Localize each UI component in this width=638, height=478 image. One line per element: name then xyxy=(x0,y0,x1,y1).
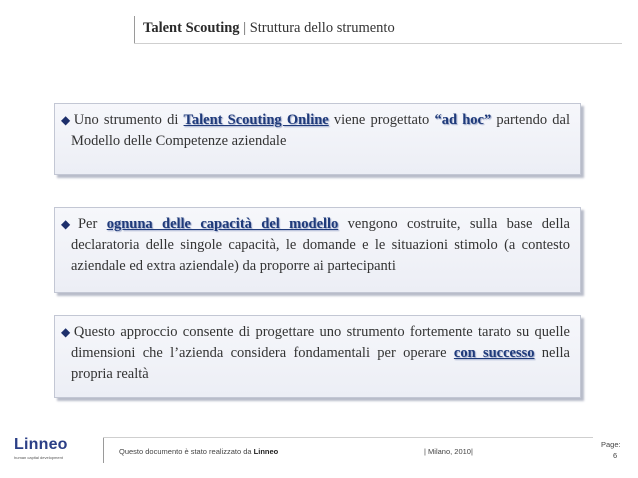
diamond-bullet-icon: ◆ xyxy=(61,217,76,231)
content-box-1 xyxy=(54,103,581,175)
box1-text-2: viene progettato xyxy=(328,112,435,128)
box3-text-1: Questo approccio consente di progettare uno strumento fortemente tarato su quelle dimensioni che l’azienda considera fondamentali per operare xyxy=(71,324,570,361)
box2-text-2: vengono costruite, sulla base della declaratoria delle singole capacità, le domande e le situazioni stimolo (a contesto aziendale ed extra aziendale) da proporre ai partecipanti xyxy=(71,216,570,274)
page-title xyxy=(143,20,395,37)
title-separator: | xyxy=(243,20,247,36)
box2-text-1: Per xyxy=(77,216,107,232)
footer-divider-vertical xyxy=(103,437,104,463)
box1-text-3: partendo dal Modello delle Competenze aziendale xyxy=(71,112,570,149)
box1-text-1: Uno strumento di xyxy=(73,112,184,128)
box1-highlight-talent-scouting: Talent Scouting Online xyxy=(183,112,329,128)
linneo-logo: Linneo xyxy=(14,436,68,453)
content-box-2 xyxy=(54,207,581,293)
box3-text-2: nella propria realtà xyxy=(71,345,570,382)
box2-highlight-capacita: ognuna delle capacità del modello xyxy=(106,216,339,232)
logo-tagline: human capital development xyxy=(14,455,63,460)
diamond-bullet-icon: ◆ xyxy=(61,113,72,127)
page-number: 6 xyxy=(613,451,618,460)
page-label: Page: xyxy=(601,440,621,449)
footer-document-note xyxy=(119,447,278,456)
diamond-bullet-icon: ◆ xyxy=(61,325,72,339)
footer-doc-author: Linneo xyxy=(253,447,279,456)
box1-highlight-ad-hoc: “ad hoc” xyxy=(434,112,492,128)
footer-divider-horizontal xyxy=(103,437,593,438)
page-subtitle: Struttura dello strumento xyxy=(249,20,395,36)
footer-place-date: | Milano, 2010| xyxy=(424,447,473,456)
header-divider-vertical xyxy=(134,16,135,44)
content-box-3 xyxy=(54,315,581,398)
box3-highlight-con-successo: con successo xyxy=(453,345,535,361)
footer-doc-text: Questo documento è stato realizzato da xyxy=(119,447,254,456)
header-divider-horizontal xyxy=(134,43,622,44)
page-title-main: Talent Scouting xyxy=(143,20,240,36)
